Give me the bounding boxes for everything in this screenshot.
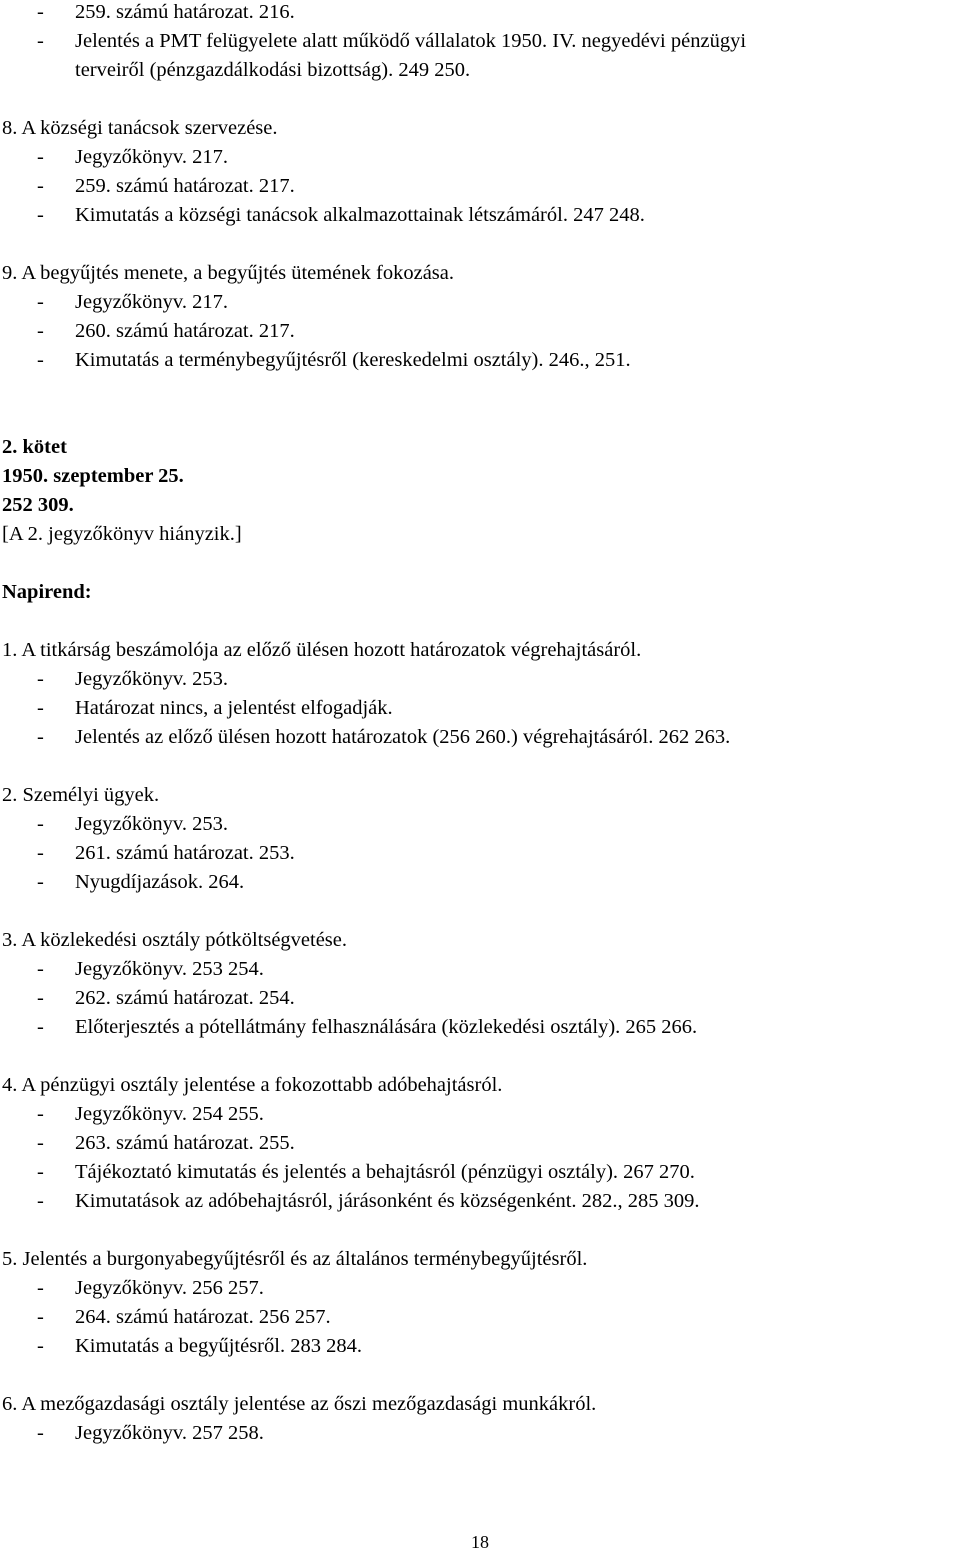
list-item [37, 203, 645, 227]
dash-bullet: - [37, 958, 44, 980]
list-item-text: Jegyzőkönyv. 253 254. [75, 958, 264, 980]
list-item-text: 261. számú határozat. 253. [75, 842, 295, 864]
list-item [37, 1131, 295, 1155]
list-item-text: 260. számú határozat. 217. [75, 320, 295, 342]
list-item-text: Kimutatás a terménybegyűjtésről (kereskedelmi osztály). 246., 251. [75, 349, 631, 371]
list-item [37, 841, 295, 865]
list-item [37, 29, 960, 53]
section-heading: 8. A községi tanácsok szervezése. [2, 117, 278, 139]
dash-bullet: - [37, 1161, 44, 1183]
list-item-text: Jegyzőkönyv. 253. [75, 813, 228, 835]
list-item [37, 667, 228, 691]
agenda-label: Napirend: [2, 581, 92, 603]
dash-bullet: - [37, 871, 44, 893]
list-item-text: Kimutatás a községi tanácsok alkalmazottainak létszámáról. 247 248. [75, 204, 645, 226]
dash-bullet: - [37, 1132, 44, 1154]
list-item-text: 259. számú határozat. 216. [75, 1, 295, 23]
list-item-text: Jegyzőkönyv. 253. [75, 668, 228, 690]
list-item-text: Határozat nincs, a jelentést elfogadják. [75, 697, 393, 719]
dash-bullet: - [37, 1335, 44, 1357]
list-item-text: Jegyzőkönyv. 257 258. [75, 1422, 264, 1444]
section-heading: 4. A pénzügyi osztály jelentése a fokozottabb adóbehajtásról. [2, 1074, 503, 1096]
list-item [37, 725, 730, 749]
list-item [37, 1189, 700, 1213]
dash-bullet: - [37, 175, 44, 197]
dash-bullet: - [37, 842, 44, 864]
list-item-text: Jelentés a PMT felügyelete alatt működő vállalatok 1950. IV. negyedévi pénzügyi [75, 30, 747, 52]
list-item [37, 957, 264, 981]
list-item-text: 264. számú határozat. 256 257. [75, 1306, 331, 1328]
dash-bullet: - [37, 1422, 44, 1444]
section-heading: 3. A közlekedési osztály pótköltségvetése. [2, 929, 348, 951]
list-item [37, 319, 295, 343]
dash-bullet: - [37, 1277, 44, 1299]
dash-bullet: - [37, 204, 44, 226]
list-item [37, 1276, 264, 1300]
list-item-text: Tájékoztató kimutatás és jelentés a behajtásról (pénzügyi osztály). 267 270. [75, 1161, 695, 1183]
section-heading: 5. Jelentés a burgonyabegyűjtésről és az általános terménybegyűjtésről. [2, 1248, 588, 1270]
list-item-text: Előterjesztés a pótellátmány felhasználására (közlekedési osztály). 265 266. [75, 1016, 698, 1038]
list-item [37, 812, 228, 836]
volume-title: 2. kötet [2, 436, 67, 458]
list-item-continuation: terveiről (pénzgazdálkodási bizottság). 249 250. [75, 59, 471, 81]
list-item [37, 1102, 264, 1126]
section-heading: 1. A titkárság beszámolója az előző ülésen hozott határozatok végrehajtásáról. [2, 639, 642, 661]
list-item-text: Jegyzőkönyv. 254 255. [75, 1103, 264, 1125]
list-item [37, 1160, 695, 1184]
dash-bullet: - [37, 30, 44, 52]
list-item-text: Jelentés az előző ülésen hozott határozatok (256 260.) végrehajtásáról. 262 263. [75, 726, 731, 748]
section-heading: 2. Személyi ügyek. [2, 784, 160, 806]
list-item [37, 145, 228, 169]
dash-bullet: - [37, 1, 44, 23]
dash-bullet: - [37, 1190, 44, 1212]
list-item-text: 262. számú határozat. 254. [75, 987, 295, 1009]
list-item [37, 696, 393, 720]
dash-bullet: - [37, 813, 44, 835]
dash-bullet: - [37, 726, 44, 748]
list-item-text: 259. számú határozat. 217. [75, 175, 295, 197]
dash-bullet: - [37, 320, 44, 342]
dash-bullet: - [37, 1306, 44, 1328]
list-item [37, 1421, 264, 1445]
dash-bullet: - [37, 697, 44, 719]
list-item-text: 263. számú határozat. 255. [75, 1132, 295, 1154]
section-heading: 6. A mezőgazdasági osztály jelentése az őszi mezőgazdasági munkákról. [2, 1393, 597, 1415]
dash-bullet: - [37, 1103, 44, 1125]
dash-bullet: - [37, 987, 44, 1009]
volume-note: [A 2. jegyzőkönyv hiányzik.] [2, 523, 242, 545]
page-number: 18 [471, 1532, 489, 1552]
dash-bullet: - [37, 291, 44, 313]
volume-date: 1950. szeptember 25. [2, 465, 184, 487]
list-item [37, 1015, 697, 1039]
list-item [37, 1334, 362, 1358]
volume-pages: 252 309. [2, 494, 74, 516]
list-item [37, 1305, 331, 1329]
dash-bullet: - [37, 146, 44, 168]
section-heading: 9. A begyűjtés menete, a begyűjtés ütemének fokozása. [2, 262, 455, 284]
list-item [37, 174, 295, 198]
list-item [37, 0, 295, 24]
list-item-text: Jegyzőkönyv. 217. [75, 146, 228, 168]
list-item [37, 290, 228, 314]
dash-bullet: - [37, 1016, 44, 1038]
dash-bullet: - [37, 349, 44, 371]
list-item-text: Jegyzőkönyv. 256 257. [75, 1277, 264, 1299]
list-item [37, 870, 244, 894]
list-item-text: Kimutatások az adóbehajtásról, járásonként és községenként. 282., 285 309. [75, 1190, 700, 1212]
list-item [37, 348, 631, 372]
list-item-text: Kimutatás a begyűjtésről. 283 284. [75, 1335, 362, 1357]
dash-bullet: - [37, 668, 44, 690]
list-item [37, 986, 295, 1010]
list-item-text: Jegyzőkönyv. 217. [75, 291, 228, 313]
list-item-text: Nyugdíjazások. 264. [75, 871, 245, 893]
